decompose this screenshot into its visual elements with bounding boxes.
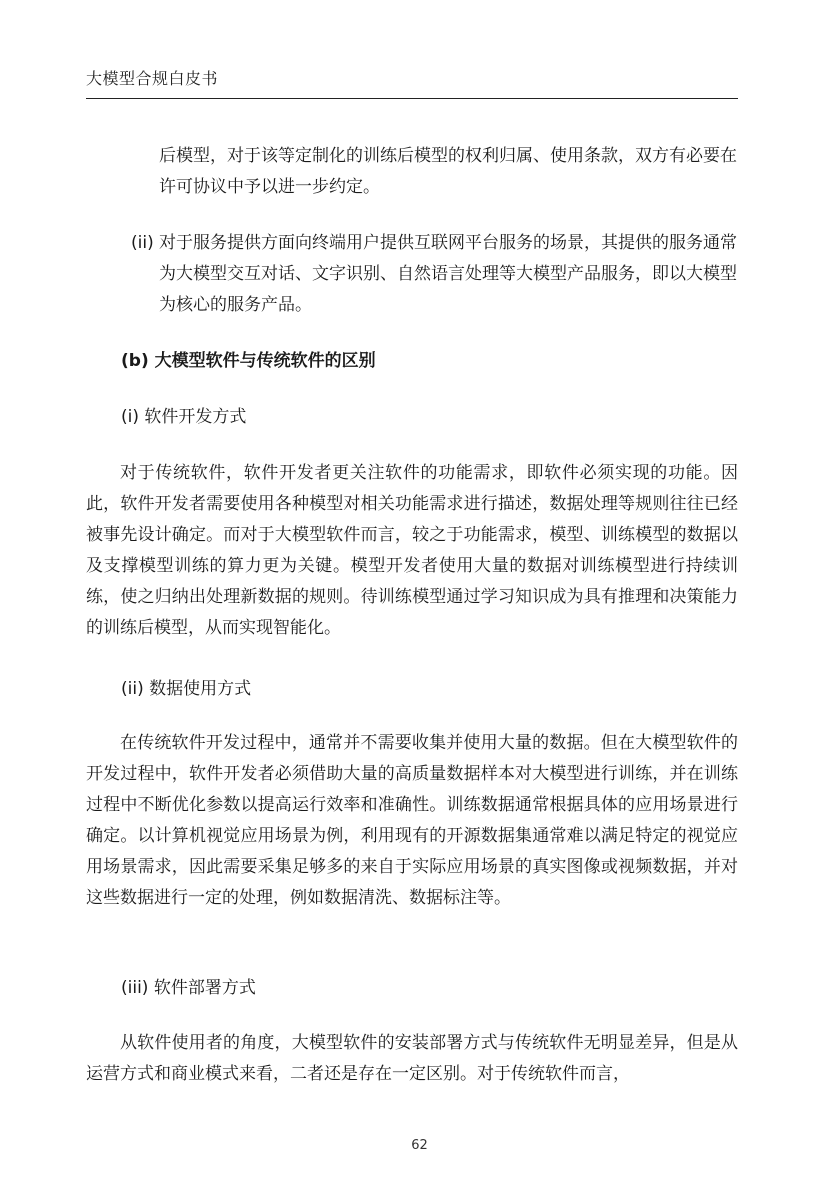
- list-item-marker: (ii): [131, 233, 154, 253]
- subsection-heading-ii: (ii) 数据使用方式: [121, 679, 252, 699]
- list-item-ii: [131, 228, 737, 321]
- continued-paragraph: 后模型，对于该等定制化的训练后模型的权利归属、使用条款，双方有必要在许可协议中予以进一步约定。: [159, 146, 737, 197]
- list-item-text: 对于服务提供方面向终端用户提供互联网平台服务的场景，其提供的服务通常为大模型交互对话、文字识别、自然语言处理等大模型产品服务，即以大模型为核心的服务产品。: [159, 233, 737, 315]
- header-rule: [86, 98, 738, 99]
- subsection-heading-iii: (iii) 软件部署方式: [121, 978, 256, 998]
- running-header-title: 大模型合规白皮书: [86, 69, 219, 88]
- paragraph-deployment: 从软件使用者的角度，大模型软件的安装部署方式与传统软件无明显差异，但是从运营方式和商业模式来看，二者还是存在一定区别。对于传统软件而言，: [86, 1033, 738, 1084]
- paragraph-data-usage: 在传统软件开发过程中，通常并不需要收集并使用大量的数据。但在大模型软件的开发过程中，软件开发者必须借助大量的高质量数据样本对大模型进行训练，并在训练过程中不断优化参数以提高运行效率和准确性。训练数据通常根据具体的应用场景进行确定。以计算机视觉应用场景为例，利用现有的开源数据集通常难以满足特定的视觉应用场景需求，因此需要采集足够多的来自于实际应用场景的真实图像或视频数据，并对这些数据进行一定的处理，例如数据清洗、数据标注等。: [86, 733, 738, 908]
- subsection-heading-i: (i) 软件开发方式: [121, 407, 247, 427]
- paragraph-development: 对于传统软件，软件开发者更关注软件的功能需求，即软件必须实现的功能。因此，软件开发者需要使用各种模型对相关功能需求进行描述，数据处理等规则往往已经被事先设计确定。而对于大模型软件而言，较之于功能需求，模型、训练模型的数据以及支撑模型训练的算力更为关键。模型开发者使用大量的数据对训练模型进行持续训练，使之归纳出处理新数据的规则。待训练模型通过学习知识成为具有推理和决策能力的训练后模型，从而实现智能化。: [86, 463, 738, 638]
- page-number: 62: [411, 1138, 428, 1153]
- section-heading-b: (b) 大模型软件与传统软件的区别: [121, 351, 376, 371]
